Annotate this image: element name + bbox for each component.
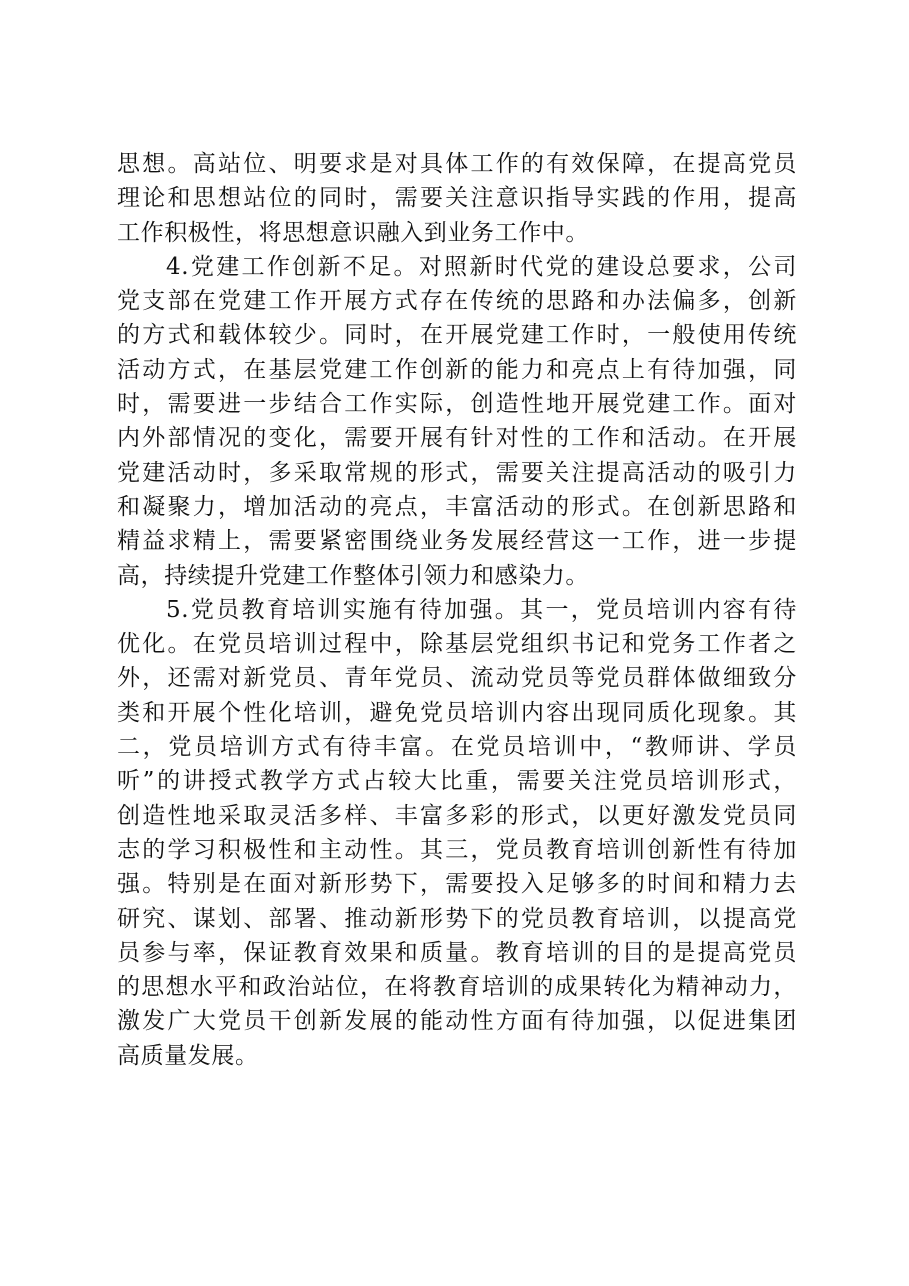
text-line: 研究、谋划、部署、推动新形势下的党员教育培训，以提高党	[117, 905, 797, 932]
text-line: 和凝聚力，增加活动的亮点，丰富活动的形式。在创新思路和	[117, 493, 797, 520]
text-line: 强。特别是在面对新形势下，需要投入足够多的时间和精力去	[117, 871, 797, 898]
text-line: 精益求精上，需要紧密围绕业务发展经营这一工作，进一步提	[117, 528, 797, 555]
text-line: 党支部在党建工作开展方式存在传统的思路和办法偏多，创新	[117, 288, 797, 315]
text-line: 党建活动时，多采取常规的形式，需要关注提高活动的吸引力	[117, 459, 797, 486]
text-line: 听”的讲授式教学方式占较大比重，需要关注党员培训形式，	[117, 768, 797, 795]
text-line: 理论和思想站位的同时，需要关注意识指导实践的作用，提高	[117, 185, 797, 212]
text-line: 外，还需对新党员、青年党员、流动党员等党员群体做细致分	[117, 665, 797, 692]
text-line: 类和开展个性化培训，避免党员培训内容出现同质化现象。其	[117, 699, 797, 726]
text-line: 二，党员培训方式有待丰富。在党员培训中，“教师讲、学员	[117, 734, 797, 761]
text-line: 时，需要进一步结合工作实际，创造性地开展党建工作。面对	[117, 391, 797, 418]
paragraph-last-line: 工作积极性，将思想意识融入到业务工作中。	[117, 219, 589, 246]
text-line: 创造性地采取灵活多样、丰富多彩的形式，以更好激发党员同	[117, 802, 797, 829]
text-line: 志的学习积极性和主动性。其三，党员教育培训创新性有待加	[117, 836, 797, 863]
text-line: 内外部情况的变化，需要开展有针对性的工作和活动。在开展	[117, 425, 797, 452]
text-line: 优化。在党员培训过程中，除基层党组织书记和党务工作者之	[117, 631, 797, 658]
body-text	[117, 147, 797, 1073]
paragraph-heading-line: 4.党建工作创新不足。对照新时代党的建设总要求，公司	[166, 253, 797, 280]
text-line: 思想。高站位、明要求是对具体工作的有效保障，在提高党员	[117, 151, 797, 177]
text-line: 的方式和载体较少。同时，在开展党建工作时，一般使用传统	[117, 322, 797, 349]
text-line: 员参与率，保证教育效果和质量。教育培训的目的是提高党员	[117, 939, 797, 966]
text-line: 激发广大党员干创新发展的能动性方面有待加强，以促进集团	[117, 1008, 797, 1035]
text-line: 活动方式，在基层党建工作创新的能力和亮点上有待加强，同	[117, 356, 797, 383]
paragraph-last-line: 高质量发展。	[117, 1042, 259, 1069]
text-line: 的思想水平和政治站位，在将教育培训的成果转化为精神动力，	[117, 974, 797, 1001]
paragraph-heading-line: 5.党员教育培训实施有待加强。其一，党员培训内容有待	[166, 596, 797, 623]
paragraph-last-line: 高，持续提升党建工作整体引领力和感染力。	[117, 562, 589, 589]
